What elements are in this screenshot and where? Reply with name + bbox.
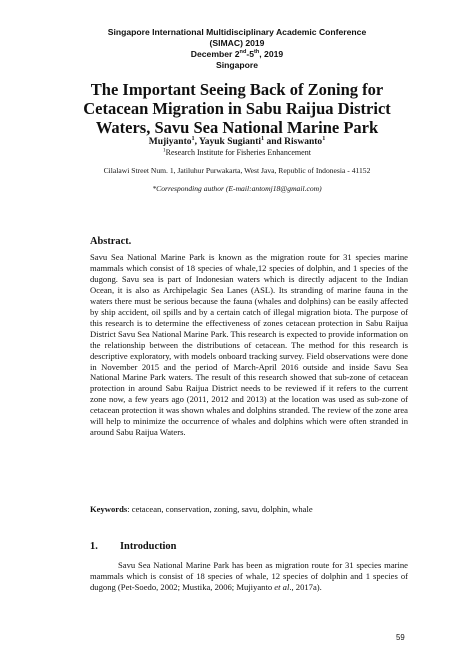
conference-location: Singapore xyxy=(215,60,259,70)
abstract-heading: Abstract. xyxy=(90,236,132,247)
section-heading-introduction xyxy=(90,541,176,552)
section-title: Introduction xyxy=(120,541,177,552)
paper-title: The Important Seeing Back of Zoning for Cetacean Migration in Sabu Raijua District Waters, Savu Sea National Marine Park xyxy=(83,80,391,137)
section-number: 1. xyxy=(90,541,98,552)
conference-header xyxy=(0,27,474,71)
keywords-line xyxy=(90,504,408,515)
conference-abbrev: (SIMAC) 2019 xyxy=(209,38,265,48)
page-number: 59 xyxy=(396,633,405,642)
introduction-paragraph: Savu Sea National Marine Park has been as migration route for 31 species marine mammals which is consist of 18 species of whale, 12 species of dolphin and 1 species of dugong (Pet-Soedo, 2002; Mustika, 2006; Mujiyanto et al., 2017a). xyxy=(90,560,408,592)
keywords-text: : cetacean, conservation, zoning, savu, dolphin, whale xyxy=(127,504,313,514)
author-list: Mujiyanto$^1$, Yayuk Sugianti$^1$ and Riswanto$^1$ xyxy=(148,135,326,147)
conference-date: December 2nd-5th, 2019 xyxy=(190,49,284,59)
abstract-body: Savu Sea National Marine Park is known as the migration route for 31 species marine mammals which consist of 18 species of whale,12 species of dolphin, and 1 species of the dugong. Savu sea is part of Indonesian waters which is directly adjacent to the Indian Ocean, it is also as Archipelagic Sea Lanes (ASL). Its stranding of marine fauna in the waters there must be serious because the fauna (whales and dolphins) can be easily affected by ship accident, oil spills and by a certain catch of illegal migration biota. The purpose of this research is to determine the effectiveness of zones cetacean protection in Sabu Raijua District Savu Sea National Marine Park. This research is expected to provide information on the relationship between the distributions of cetacean. The method for this research is descriptive exploratory, with models onboard tracking survey. Field observations were done in November 2015 and the period of March-April 2016 outside and inside Savu Sea National Marine Park waters. The result of this research showed that sub-zone of cetacean protection in around Sabu Raijua District needs to be reviewed if it refers to the current zone now, a few years ago (2011, 2012 and 2013) at the location was used as sub-zone of cetacean protection it was shown whales and dolphins stranded. The review of the zone area will help to minimize the occurrence of whales and dolphins which were often stranded in around Sabu Raijua Waters. xyxy=(90,252,408,438)
institution-address: Cilalawi Street Num. 1, Jatiluhur Purwakarta, West Java, Republic of Indonesia - 41152 xyxy=(103,166,371,175)
author-affiliation: $^1$Research Institute for Fisheries Enhancement xyxy=(163,147,311,157)
keywords-label: Keywords xyxy=(90,504,128,514)
corresponding-email[interactable]: *Corresponding author (E-mail:antomj18@gmail.com) xyxy=(152,184,322,193)
conference-name: Singapore International Multidisciplinary Academic Conference xyxy=(107,27,367,37)
